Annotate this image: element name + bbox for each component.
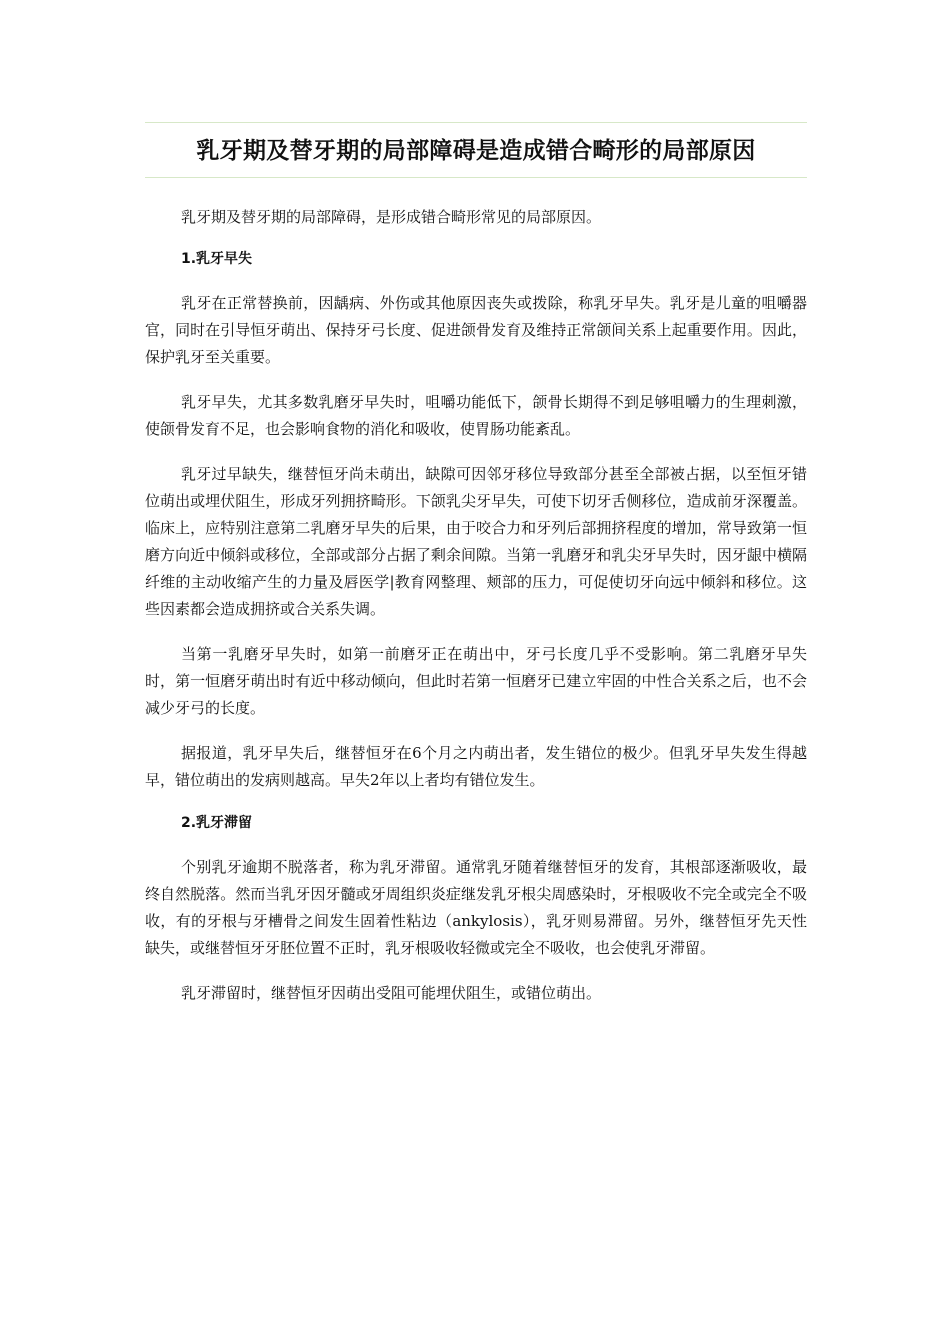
paragraph: 乳牙滞留时，继替恒牙因萌出受阻可能埋伏阻生，或错位萌出。 bbox=[181, 984, 602, 1002]
document-title: 乳牙期及替牙期的局部障碍是造成错合畸形的局部原因 bbox=[196, 137, 756, 164]
section-heading-premature-loss: 1.乳牙早失 bbox=[181, 251, 253, 267]
paragraph: 乳牙过早缺失，继替恒牙尚未萌出，缺隙可因邻牙移位导致部分甚至全部被占据，以至恒牙错位萌出或埋伏阻生，形成牙列拥挤畸形。下颌乳尖牙早失，可使下切牙舌侧移位，造成前牙深覆盖。临床上，应特别注意第二乳磨牙早失的后果，由于咬合力和牙列后部拥挤程度的增加，常导致第一恒磨方向近中倾斜或移位，全部或部分占据了剩余间隙。当第一乳磨牙和乳尖牙早失时，因牙龈中横隔纤维的主动收缩产生的力量及唇医学|教育网整理、颊部的压力，可促使切牙向远中倾斜和移位。这些因素都会造成拥挤或合关系失调。 bbox=[145, 465, 807, 618]
paragraph: 据报道，乳牙早失后，继替恒牙在6个月之内萌出者，发生错位的极少。但乳牙早失发生得越早，错位萌出的发病则越高。早失2年以上者均有错位发生。 bbox=[145, 744, 807, 789]
document-page bbox=[145, 122, 807, 1025]
intro-paragraph: 乳牙期及替牙期的局部障碍，是形成错合畸形常见的局部原因。 bbox=[181, 208, 602, 226]
title-block bbox=[145, 122, 807, 178]
paragraph: 乳牙在正常替换前，因龋病、外伤或其他原因丧失或拨除，称乳牙早失。乳牙是儿童的咀嚼器官，同时在引导恒牙萌出、保持牙弓长度、促进颌骨发育及维持正常颌间关系上起重要作用。因此，保护乳牙至关重要。 bbox=[145, 294, 807, 366]
document-body bbox=[145, 204, 807, 1007]
paragraph: 乳牙早失，尤其多数乳磨牙早失时，咀嚼功能低下，颌骨长期得不到足够咀嚼力的生理刺激，使颌骨发育不足，也会影响食物的消化和吸收，使胃肠功能紊乱。 bbox=[145, 393, 807, 438]
paragraph: 个别乳牙逾期不脱落者，称为乳牙滞留。通常乳牙随着继替恒牙的发育，其根部逐渐吸收，最终自然脱落。然而当乳牙因牙髓或牙周组织炎症继发乳牙根尖周感染时，牙根吸收不完全或完全不吸收，有的牙根与牙槽骨之间发生固着性粘边（ankylosis），乳牙则易滞留。另外，继替恒牙先天性缺失，或继替恒牙牙胚位置不正时，乳牙根吸收轻微或完全不吸收，也会使乳牙滞留。 bbox=[145, 858, 807, 957]
section-heading-retention: 2.乳牙滞留 bbox=[181, 815, 253, 831]
paragraph: 当第一乳磨牙早失时，如第一前磨牙正在萌出中，牙弓长度几乎不受影响。第二乳磨牙早失时，第一恒磨牙萌出时有近中移动倾向，但此时若第一恒磨牙已建立牢固的中性合关系之后，也不会减少牙弓的长度。 bbox=[145, 645, 807, 717]
